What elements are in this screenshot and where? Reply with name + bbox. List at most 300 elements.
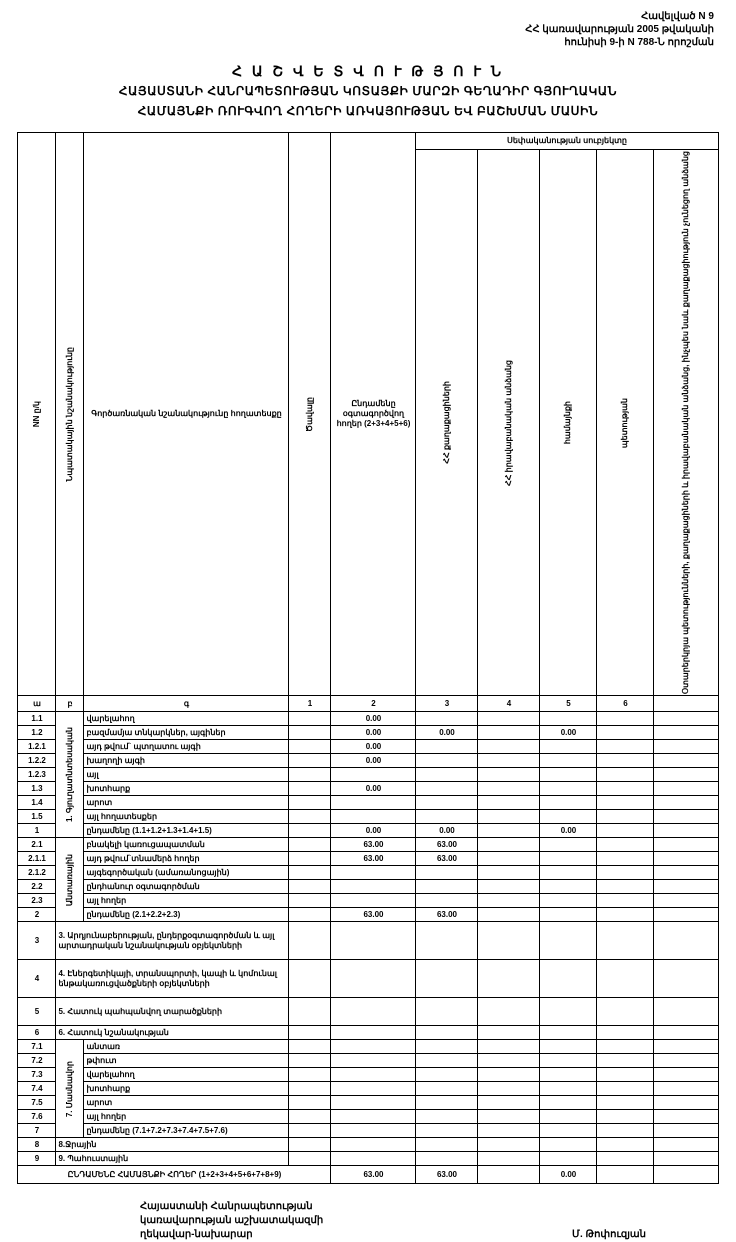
cell-c4 — [540, 1068, 597, 1082]
cell-c6 — [654, 1026, 718, 1040]
table-row — [18, 768, 718, 782]
table-row — [18, 922, 718, 960]
cell-c4 — [540, 908, 597, 922]
cell-volume — [289, 796, 331, 810]
cell-sum — [331, 1054, 416, 1068]
cell-sum — [331, 768, 416, 782]
th-total-used: Ընդամենը օգտագործվող հողեր (2+3+4+5+6) — [331, 133, 416, 696]
cell-nn: 2.1.1 — [18, 852, 56, 866]
table-row — [18, 782, 718, 796]
cell-sum — [331, 894, 416, 908]
signature-line-3: ղեկավար-նախարար — [140, 1229, 253, 1241]
cell-c5 — [597, 960, 654, 998]
cell-nn: 1.1 — [18, 712, 56, 726]
cell-sum — [331, 1110, 416, 1124]
cell-c6 — [654, 1068, 718, 1082]
table-row — [18, 740, 718, 754]
group-settlement: Անտառային — [56, 838, 84, 922]
cell-c5 — [597, 1054, 654, 1068]
document-header — [0, 0, 736, 49]
cell-c2 — [416, 1124, 478, 1138]
th-purpose: Նպատակային նշանակությունը — [56, 133, 84, 696]
cell-volume — [289, 894, 331, 908]
cell-volume — [289, 810, 331, 824]
cell-c4 — [540, 894, 597, 908]
table-row — [18, 880, 718, 894]
cell-c6 — [654, 712, 718, 726]
th-volume: Ծավալը — [289, 133, 331, 696]
cell-c5 — [597, 852, 654, 866]
cell-c6 — [654, 866, 718, 880]
cell-kind: 8.Ջրային — [56, 1138, 289, 1152]
cell-c4 — [540, 1082, 597, 1096]
cell-c4 — [540, 1026, 597, 1040]
cell-kind: այլ հողեր — [84, 894, 289, 908]
cell-nn: 8 — [18, 1138, 56, 1152]
cell-sum — [331, 866, 416, 880]
cell-c4 — [540, 740, 597, 754]
cell-c5 — [597, 768, 654, 782]
cell-nn: 6 — [18, 1026, 56, 1040]
grand-total-label: ԸՆԴԱՄԵՆԸ ՀԱՄԱՅՆՔԻ ՀՈՂԵՐ (1+2+3+4+5+6+7+8+9) — [18, 1166, 331, 1184]
grand-total-c6 — [654, 1166, 718, 1184]
table-row — [18, 960, 718, 998]
cell-nn: 5 — [18, 998, 56, 1026]
cell-c6 — [654, 1110, 718, 1124]
cell-c2: 0.00 — [416, 726, 478, 740]
cell-volume — [289, 838, 331, 852]
cell-sum: 0.00 — [331, 712, 416, 726]
letter-d: 1 — [289, 696, 331, 712]
cell-sum — [331, 960, 416, 998]
grand-total-c4: 0.00 — [540, 1166, 597, 1184]
cell-sum: 0.00 — [331, 754, 416, 768]
cell-sum — [331, 922, 416, 960]
cell-c3 — [478, 866, 540, 880]
group-agricultural: 1. Գյուղատնտեսական — [56, 712, 84, 838]
letter-b: բ — [56, 696, 84, 712]
table-row — [18, 1110, 718, 1124]
cell-sum — [331, 1096, 416, 1110]
table-row — [18, 754, 718, 768]
letter-4: 5 — [540, 696, 597, 712]
cell-kind: 4. Էներգետիկայի, տրանսպորտի, կապի և կոմունալ ենթակառուցվածքների օբյեկտների — [56, 960, 289, 998]
grand-total-c2: 63.00 — [416, 1166, 478, 1184]
cell-sum — [331, 796, 416, 810]
signature-line-2: կառավարության աշխատակազմի — [140, 1215, 324, 1227]
header-line-3: հունիսի 9-ի N 788-Ն որոշման — [564, 37, 714, 48]
cell-volume — [289, 1082, 331, 1096]
cell-sum — [331, 1082, 416, 1096]
cell-nn: 1.2.3 — [18, 768, 56, 782]
cell-sum: 0.00 — [331, 782, 416, 796]
cell-c5 — [597, 1068, 654, 1082]
cell-c2 — [416, 754, 478, 768]
table-row — [18, 1068, 718, 1082]
cell-kind: անտառ — [84, 1040, 289, 1054]
letter-a: ա — [18, 696, 56, 712]
page-subtitle-2: ՀԱՄԱՅՆՔԻ ՌՈՒԳՎՈՂ ՀՈՂԵՐԻ ԱՌԿԱՅՈՒԹՅԱՆ ԵՎ ԲԱՇԽՄԱՆ ՄԱՍԻՆ — [137, 104, 599, 118]
cell-c3 — [478, 880, 540, 894]
cell-volume — [289, 1026, 331, 1040]
cell-sum — [331, 810, 416, 824]
cell-c6 — [654, 1096, 718, 1110]
cell-c2 — [416, 894, 478, 908]
cell-c4 — [540, 712, 597, 726]
cell-c6 — [654, 922, 718, 960]
table-row-subtotal — [18, 908, 718, 922]
table-row — [18, 998, 718, 1026]
cell-sum: 0.00 — [331, 726, 416, 740]
header-row-group — [18, 133, 718, 150]
cell-c2 — [416, 782, 478, 796]
cell-c5 — [597, 998, 654, 1026]
cell-c2 — [416, 866, 478, 880]
cell-volume — [289, 1068, 331, 1082]
cell-c2 — [416, 1138, 478, 1152]
table-row — [18, 866, 718, 880]
cell-volume — [289, 768, 331, 782]
cell-c6 — [654, 852, 718, 866]
cell-c4 — [540, 1054, 597, 1068]
cell-c2: 63.00 — [416, 908, 478, 922]
cell-c6 — [654, 796, 718, 810]
table-row — [18, 1138, 718, 1152]
table-row — [18, 852, 718, 866]
cell-c3 — [478, 1068, 540, 1082]
group-forest: 7. Մասնավոր — [56, 1040, 84, 1138]
cell-c6 — [654, 1124, 718, 1138]
cell-c5 — [597, 866, 654, 880]
cell-sum — [331, 1138, 416, 1152]
cell-c6 — [654, 1054, 718, 1068]
cell-c6 — [654, 782, 718, 796]
cell-volume — [289, 754, 331, 768]
cell-sum — [331, 1068, 416, 1082]
cell-c3 — [478, 1040, 540, 1054]
cell-kind: թփուտ — [84, 1054, 289, 1068]
cell-sum: 0.00 — [331, 824, 416, 838]
grand-total-c5 — [597, 1166, 654, 1184]
cell-kind: այլ հողեր — [84, 1110, 289, 1124]
cell-c5 — [597, 1138, 654, 1152]
cell-c2 — [416, 1026, 478, 1040]
cell-c2 — [416, 1040, 478, 1054]
cell-c6 — [654, 1138, 718, 1152]
cell-nn: 1.4 — [18, 796, 56, 810]
cell-c6 — [654, 768, 718, 782]
cell-kind: արոտ — [84, 1096, 289, 1110]
cell-c2 — [416, 1068, 478, 1082]
cell-c6 — [654, 740, 718, 754]
cell-volume — [289, 782, 331, 796]
cell-c3 — [478, 782, 540, 796]
cell-nn: 4 — [18, 960, 56, 998]
cell-kind: այգեգործական (ամառանոցային) — [84, 866, 289, 880]
cell-kind: ընդամենը (2.1+2.2+2.3) — [84, 908, 289, 922]
th-citizens: ՀՀ քաղաքացիների — [416, 150, 478, 696]
cell-kind: ընդամենը (1.1+1.2+1.3+1.4+1.5) — [84, 824, 289, 838]
signature-block — [0, 1200, 736, 1242]
cell-sum — [331, 1124, 416, 1138]
cell-c5 — [597, 922, 654, 960]
cell-nn: 1.5 — [18, 810, 56, 824]
table-row — [18, 894, 718, 908]
cell-c4 — [540, 810, 597, 824]
cell-nn: 1.2.2 — [18, 754, 56, 768]
cell-c4: 0.00 — [540, 824, 597, 838]
signatory-name: Մ. Թոփուզյան — [572, 1229, 646, 1241]
cell-c6 — [654, 754, 718, 768]
cell-c6 — [654, 894, 718, 908]
cell-c2 — [416, 712, 478, 726]
th-foreign-notes: Օտարերկրյա պետությունների, քաղաքացիների և իրավաբանական անձանց, ինչպես նաև քաղաքացիություն չունեցող անձանց — [654, 150, 718, 696]
cell-c6 — [654, 1040, 718, 1054]
cell-c5 — [597, 1152, 654, 1166]
cell-c4 — [540, 960, 597, 998]
cell-volume — [289, 852, 331, 866]
cell-kind: այլ — [84, 768, 289, 782]
cell-sum — [331, 1026, 416, 1040]
cell-c3 — [478, 754, 540, 768]
cell-sum: 63.00 — [331, 908, 416, 922]
table-row — [18, 1152, 718, 1166]
cell-c5 — [597, 796, 654, 810]
cell-nn: 7.1 — [18, 1040, 56, 1054]
cell-c3 — [478, 1096, 540, 1110]
cell-nn: 2.2 — [18, 880, 56, 894]
cell-c3 — [478, 852, 540, 866]
cell-kind: այդ թվում` պտղատու այգի — [84, 740, 289, 754]
cell-volume — [289, 1152, 331, 1166]
cell-c5 — [597, 810, 654, 824]
cell-c6 — [654, 810, 718, 824]
cell-c2 — [416, 740, 478, 754]
letter-1: 2 — [331, 696, 416, 712]
cell-kind: վարելահող — [84, 1068, 289, 1082]
grand-total-sum: 63.00 — [331, 1166, 416, 1184]
cell-c3 — [478, 998, 540, 1026]
cell-nn: 1.3 — [18, 782, 56, 796]
cell-c4 — [540, 1152, 597, 1166]
cell-kind: այլ հողատեսքեր — [84, 810, 289, 824]
cell-volume — [289, 824, 331, 838]
cell-volume — [289, 908, 331, 922]
cell-kind: խոտհարք — [84, 782, 289, 796]
cell-volume — [289, 740, 331, 754]
cell-c4: 0.00 — [540, 726, 597, 740]
cell-c5 — [597, 894, 654, 908]
cell-c5 — [597, 1026, 654, 1040]
cell-sum — [331, 880, 416, 894]
cell-nn: 7 — [18, 1124, 56, 1138]
cell-c3 — [478, 712, 540, 726]
cell-c3 — [478, 908, 540, 922]
cell-c5 — [597, 754, 654, 768]
cell-c2 — [416, 1096, 478, 1110]
cell-c5 — [597, 1096, 654, 1110]
cell-c4 — [540, 754, 597, 768]
letter-3: 4 — [478, 696, 540, 712]
cell-nn: 2.3 — [18, 894, 56, 908]
cell-volume — [289, 1124, 331, 1138]
grand-total-c3 — [478, 1166, 540, 1184]
cell-nn: 7.6 — [18, 1110, 56, 1124]
cell-volume — [289, 866, 331, 880]
cell-c3 — [478, 1082, 540, 1096]
cell-c2 — [416, 998, 478, 1026]
cell-nn: 1 — [18, 824, 56, 838]
cell-c3 — [478, 1026, 540, 1040]
cell-sum — [331, 1040, 416, 1054]
cell-c5 — [597, 1110, 654, 1124]
cell-c6 — [654, 1082, 718, 1096]
letter-2: 3 — [416, 696, 478, 712]
cell-kind: վարելահող — [84, 712, 289, 726]
cell-c4 — [540, 1096, 597, 1110]
letter-c: գ — [84, 696, 289, 712]
cell-volume — [289, 998, 331, 1026]
page-title: Հ Ա Շ Վ Ե Տ Վ Ո Ւ Թ Յ Ո Ւ Ն — [231, 63, 505, 79]
cell-kind: խոտհարք — [84, 1082, 289, 1096]
cell-c2 — [416, 810, 478, 824]
cell-c3 — [478, 894, 540, 908]
table-row — [18, 796, 718, 810]
cell-kind: խաղողի այգի — [84, 754, 289, 768]
cell-kind: բնակելի կառուցապատման — [84, 838, 289, 852]
th-land-kind: Գործառնական նշանակությունը հողատեսքը — [84, 133, 289, 696]
cell-c2 — [416, 1054, 478, 1068]
cell-c6 — [654, 726, 718, 740]
cell-sum: 63.00 — [331, 838, 416, 852]
cell-c5 — [597, 782, 654, 796]
cell-c3 — [478, 1138, 540, 1152]
cell-c2: 63.00 — [416, 852, 478, 866]
cell-c4 — [540, 782, 597, 796]
cell-c3 — [478, 1054, 540, 1068]
cell-kind: 3. Արդյունաբերության, ընդերքօգտագործման և այլ արտադրական նշանակության օբյեկտների — [56, 922, 289, 960]
cell-c4 — [540, 1110, 597, 1124]
title-block — [0, 63, 736, 120]
cell-c3 — [478, 810, 540, 824]
table-row — [18, 1040, 718, 1054]
cell-c5 — [597, 838, 654, 852]
cell-c4 — [540, 880, 597, 894]
cell-c2 — [416, 960, 478, 998]
cell-nn: 1.2 — [18, 726, 56, 740]
cell-c4 — [540, 998, 597, 1026]
cell-c5 — [597, 880, 654, 894]
cell-c5 — [597, 712, 654, 726]
cell-nn: 7.3 — [18, 1068, 56, 1082]
cell-nn: 7.5 — [18, 1096, 56, 1110]
cell-c5 — [597, 1040, 654, 1054]
cell-c3 — [478, 922, 540, 960]
cell-c2 — [416, 796, 478, 810]
cell-c4 — [540, 768, 597, 782]
header-line-1: Հավելված N 9 — [641, 11, 714, 22]
th-ownership-subject: Սեփականության սուբյեկտը — [416, 133, 718, 150]
cell-c6 — [654, 998, 718, 1026]
cell-c6 — [654, 880, 718, 894]
cell-c3 — [478, 960, 540, 998]
cell-kind: 9. Պահուստային — [56, 1152, 289, 1166]
cell-c3 — [478, 1110, 540, 1124]
cell-c3 — [478, 740, 540, 754]
cell-volume — [289, 726, 331, 740]
cell-c4 — [540, 922, 597, 960]
cell-c2 — [416, 1082, 478, 1096]
cell-nn: 2.1.2 — [18, 866, 56, 880]
cell-c6 — [654, 838, 718, 852]
signature-line-1: Հայաստանի Հանրապետության — [140, 1201, 313, 1213]
table-row — [18, 810, 718, 824]
cell-c3 — [478, 726, 540, 740]
cell-nn: 9 — [18, 1152, 56, 1166]
cell-kind: ընդամենը (7.1+7.2+7.3+7.4+7.5+7.6) — [84, 1124, 289, 1138]
cell-volume — [289, 1040, 331, 1054]
th-legal-entities: ՀՀ իրավաբանական անձանց — [478, 150, 540, 696]
cell-c5 — [597, 824, 654, 838]
cell-c3 — [478, 838, 540, 852]
cell-kind: 6. Հատուկ նշանակության — [56, 1026, 289, 1040]
land-distribution-table — [17, 132, 718, 1184]
letter-5: 6 — [597, 696, 654, 712]
cell-volume — [289, 1096, 331, 1110]
cell-c2 — [416, 768, 478, 782]
cell-c5 — [597, 726, 654, 740]
cell-volume — [289, 960, 331, 998]
cell-c4 — [540, 1040, 597, 1054]
cell-c4 — [540, 1138, 597, 1152]
cell-sum — [331, 1152, 416, 1166]
cell-c3 — [478, 796, 540, 810]
cell-c6 — [654, 908, 718, 922]
cell-volume — [289, 1138, 331, 1152]
cell-nn: 7.2 — [18, 1054, 56, 1068]
letter-6 — [654, 696, 718, 712]
cell-c5 — [597, 1082, 654, 1096]
cell-c6 — [654, 824, 718, 838]
cell-volume — [289, 880, 331, 894]
cell-c4 — [540, 838, 597, 852]
cell-kind: բազմամյա տնկարկներ, այգիներ — [84, 726, 289, 740]
cell-c4 — [540, 866, 597, 880]
cell-c5 — [597, 1124, 654, 1138]
table-row-subtotal — [18, 824, 718, 838]
cell-kind: արոտ — [84, 796, 289, 810]
cell-kind: 5. Հատուկ պահպանվող տարածքների — [56, 998, 289, 1026]
page-subtitle-1: ՀԱՅԱՍՏԱՆԻ ՀԱՆՐԱՊԵՏՈՒԹՅԱՆ ԿՈՏԱՅՔԻ ՄԱՐԶԻ ԳԵՂԱԴԻՐ ԳՅՈՒՂԱԿԱՆ — [118, 84, 618, 98]
cell-c4 — [540, 852, 597, 866]
cell-kind: այդ թվում`տնամերձ հողեր — [84, 852, 289, 866]
cell-c5 — [597, 740, 654, 754]
cell-nn: 3 — [18, 922, 56, 960]
column-letters-row — [18, 696, 718, 712]
table-row-grand-total — [18, 1166, 718, 1184]
cell-c2: 0.00 — [416, 824, 478, 838]
cell-sum: 63.00 — [331, 852, 416, 866]
cell-nn: 2 — [18, 908, 56, 922]
cell-c3 — [478, 824, 540, 838]
cell-c3 — [478, 1152, 540, 1166]
table-row — [18, 1026, 718, 1040]
cell-c2 — [416, 1110, 478, 1124]
th-community: համայնքի — [540, 150, 597, 696]
cell-sum: 0.00 — [331, 740, 416, 754]
cell-c3 — [478, 1124, 540, 1138]
cell-c2 — [416, 1152, 478, 1166]
